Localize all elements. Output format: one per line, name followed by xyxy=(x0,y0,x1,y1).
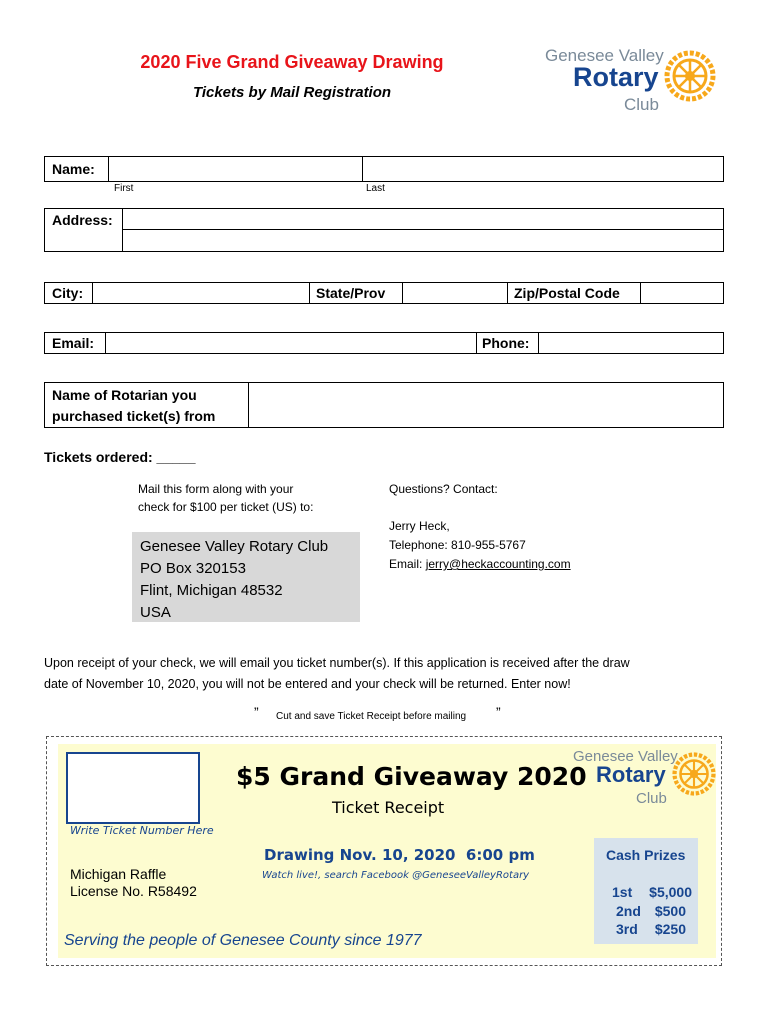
prize-row xyxy=(616,921,686,937)
notice-line-1: Upon receipt of your check, we will email you ticket number(s). If this application is received after the draw xyxy=(44,656,630,670)
contact-phone: Telephone: 810-955-5767 xyxy=(389,538,526,552)
page-title: 2020 Five Grand Giveaway Drawing xyxy=(140,52,444,72)
mailing-address xyxy=(132,532,360,622)
phone-label: Phone: xyxy=(482,335,530,351)
receipt-subtitle: Ticket Receipt xyxy=(332,798,445,817)
rotary-wheel-icon xyxy=(672,752,716,796)
address-label: Address: xyxy=(52,212,113,228)
logo-line-1: Genesee Valley xyxy=(545,46,664,65)
contact-email-link[interactable]: jerry@heckaccounting.com xyxy=(425,557,571,571)
rotary-logo xyxy=(540,42,720,122)
state-label: State/Prov xyxy=(316,285,386,301)
logo-line-2: Rotary xyxy=(596,762,666,787)
contact-name: Jerry Heck, xyxy=(389,519,450,533)
cash-prizes-heading: Cash Prizes xyxy=(606,847,686,863)
scissors-mark-icon: ” xyxy=(496,704,501,720)
logo-line-1: Genesee Valley xyxy=(573,748,678,765)
first-caption: First xyxy=(114,183,134,194)
tickets-ordered: Tickets ordered: _____ xyxy=(44,449,196,465)
prize-amount: $5,000 xyxy=(649,884,692,900)
mail-instructions-line-1: Mail this form along with your xyxy=(138,482,294,496)
logo-line-3: Club xyxy=(636,790,667,807)
mailing-address-line: Genesee Valley Rotary Club xyxy=(140,538,329,555)
logo-line-2: Rotary xyxy=(573,62,659,92)
receipt-drawing-date: Drawing Nov. 10, 2020 6:00 pm xyxy=(264,846,535,864)
name-label: Name: xyxy=(52,161,95,177)
state-field[interactable] xyxy=(402,282,508,304)
page-subtitle: Tickets by Mail Registration xyxy=(192,84,392,101)
rotarian-label-line-1: Name of Rotarian you xyxy=(52,387,197,403)
mail-instructions-line-2: check for $100 per ticket (US) to: xyxy=(138,500,314,514)
prize-place: 2nd xyxy=(616,903,641,919)
prize-row xyxy=(612,884,692,900)
write-ticket-label: Write Ticket Number Here xyxy=(70,824,214,837)
first-name-field[interactable] xyxy=(108,156,363,182)
rotary-wheel-icon xyxy=(664,50,716,102)
email-field[interactable] xyxy=(105,332,477,354)
receipt-serving-tagline: Serving the people of Genesee County since 1977 xyxy=(64,932,422,949)
zip-field[interactable] xyxy=(640,282,724,304)
prize-amount: $250 xyxy=(654,921,686,937)
phone-field[interactable] xyxy=(538,332,724,354)
raffle-license-line-2: License No. R58492 xyxy=(70,883,197,899)
zip-label: Zip/Postal Code xyxy=(514,285,620,301)
mailing-address-line: Flint, Michigan 48532 xyxy=(140,582,283,599)
ticket-number-box[interactable] xyxy=(66,752,200,824)
prize-place: 1st xyxy=(612,884,633,900)
contact-heading: Questions? Contact: xyxy=(389,482,498,496)
address-line-2-field[interactable] xyxy=(122,229,724,252)
prize-amount: $500 xyxy=(654,903,686,919)
last-caption: Last xyxy=(366,183,385,194)
notice-line-2: date of November 10, 2020, you will not be entered and your check will be returned. Enter now! xyxy=(44,677,571,691)
rotarian-field[interactable] xyxy=(248,382,724,428)
receipt-watch-live: Watch live!, search Facebook @GeneseeValleyRotary xyxy=(262,870,530,881)
raffle-license-line-1: Michigan Raffle xyxy=(70,866,167,882)
last-name-field[interactable] xyxy=(362,156,724,182)
cut-note: Cut and save Ticket Receipt before mailing xyxy=(276,711,467,722)
contact-email-row xyxy=(389,555,571,573)
mailing-address-line: USA xyxy=(140,604,171,621)
scissors-mark-icon: ” xyxy=(254,704,259,720)
email-label: Email: xyxy=(52,335,95,351)
address-line-1-field[interactable] xyxy=(122,208,724,230)
receipt-title: $5 Grand Giveaway 2020 xyxy=(236,762,587,791)
rotarian-label-line-2: purchased ticket(s) from xyxy=(52,408,216,424)
logo-line-3: Club xyxy=(624,95,659,114)
contact-email-prefix: Email: xyxy=(389,557,426,571)
receipt-rotary-logo xyxy=(568,744,718,824)
prize-place: 3rd xyxy=(616,921,638,937)
city-field[interactable] xyxy=(92,282,310,304)
city-label: City: xyxy=(52,285,84,301)
prize-row xyxy=(616,903,686,919)
mailing-address-line: PO Box 320153 xyxy=(140,560,246,577)
